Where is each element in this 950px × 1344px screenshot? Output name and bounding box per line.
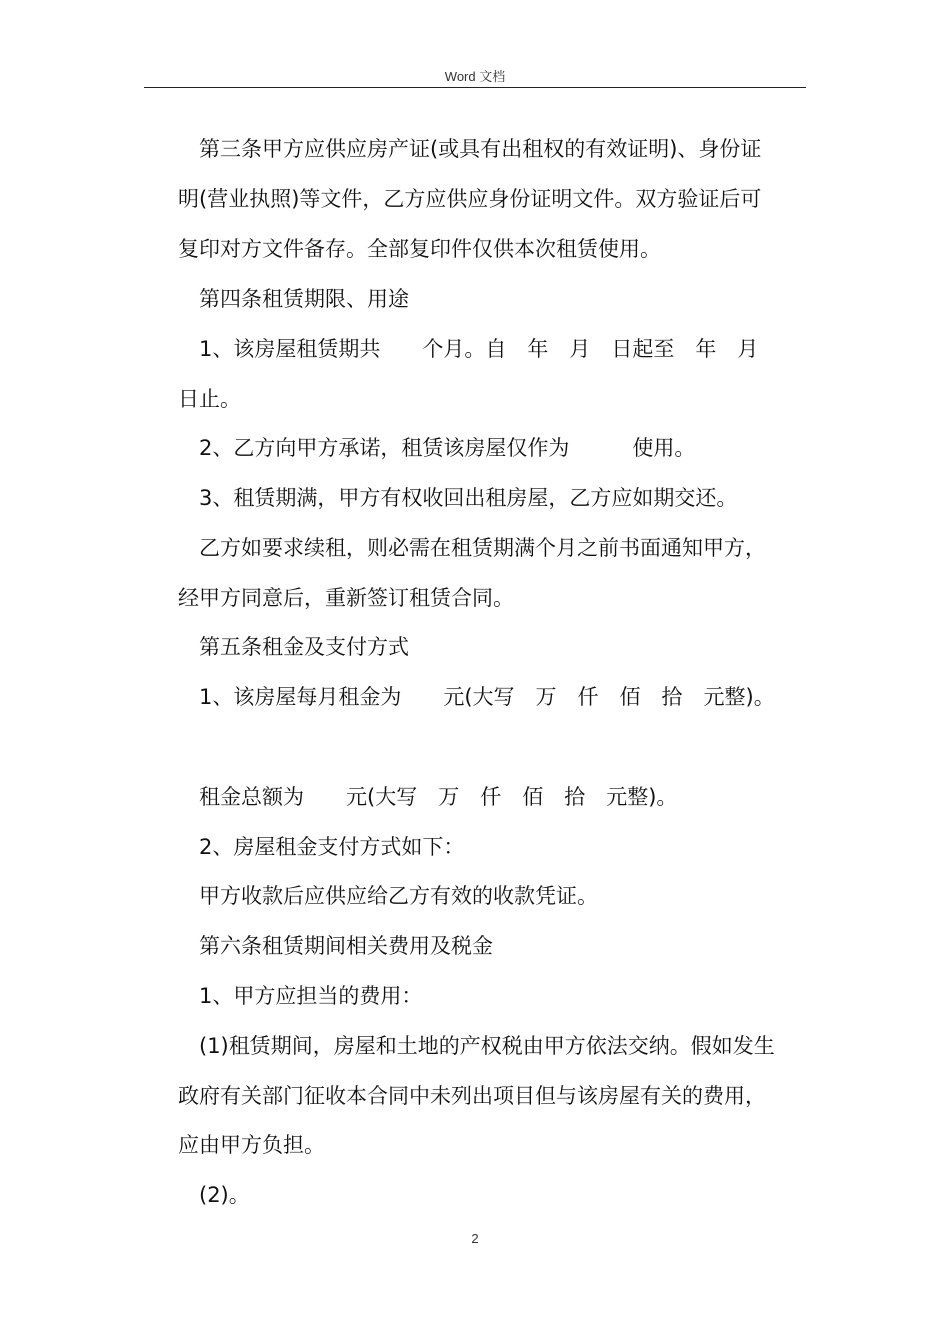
paragraph-line: 甲方收款后应供应给乙方有效的收款凭证。 [199, 884, 598, 908]
paragraph-line: 3、租赁期满，甲方有权收回出租房屋，乙方应如期交还。 [199, 486, 738, 510]
paragraph-line: 租金总额为 元(大写 万 仟 佰 拾 元整)。 [199, 785, 678, 809]
paragraph-line: 乙方如要求续租，则必需在租赁期满个月之前书面通知甲方， [199, 536, 766, 560]
paragraph-line: 日止。 [178, 387, 241, 411]
section-heading: 第六条租赁期间相关费用及税金 [199, 934, 493, 958]
header-divider [144, 87, 806, 88]
paragraph-line: 第三条甲方应供应房产证(或具有出租权的有效证明)、身份证 [199, 137, 762, 161]
page-header: Word 文档 [444, 69, 506, 84]
section-heading: 第五条租金及支付方式 [199, 635, 409, 659]
paragraph-line: 2、乙方向甲方承诺，租赁该房屋仅作为 使用。 [199, 436, 696, 460]
paragraph-line: 应由甲方负担。 [178, 1133, 325, 1157]
paragraph-line: (1)租赁期间，房屋和土地的产权税由甲方依法交纳。假如发生 [199, 1034, 775, 1058]
paragraph-line: 1、该房屋每月租金为 元(大写 万 仟 佰 拾 元整)。 [199, 685, 775, 709]
paragraph-line: 政府有关部门征收本合同中未列出项目但与该房屋有关的费用， [178, 1084, 766, 1108]
paragraph-line: 经甲方同意后，重新签订租赁合同。 [178, 586, 514, 610]
paragraph-line: 明(营业执照)等文件，乙方应供应身份证明文件。双方验证后可 [178, 187, 762, 211]
paragraph-line: 1、该房屋租赁期共 个月。自 年 月 日起至 年 月 [199, 337, 759, 361]
section-heading: 第四条租赁期限、用途 [199, 287, 409, 311]
paragraph-line: 2、房屋租金支付方式如下： [199, 835, 465, 859]
paragraph-line: (2)。 [199, 1183, 250, 1207]
paragraph-line: 复印对方文件备存。全部复印件仅供本次租赁使用。 [178, 237, 661, 261]
page-number: 2 [471, 1231, 479, 1246]
paragraph-line: 1、甲方应担当的费用： [199, 984, 423, 1008]
